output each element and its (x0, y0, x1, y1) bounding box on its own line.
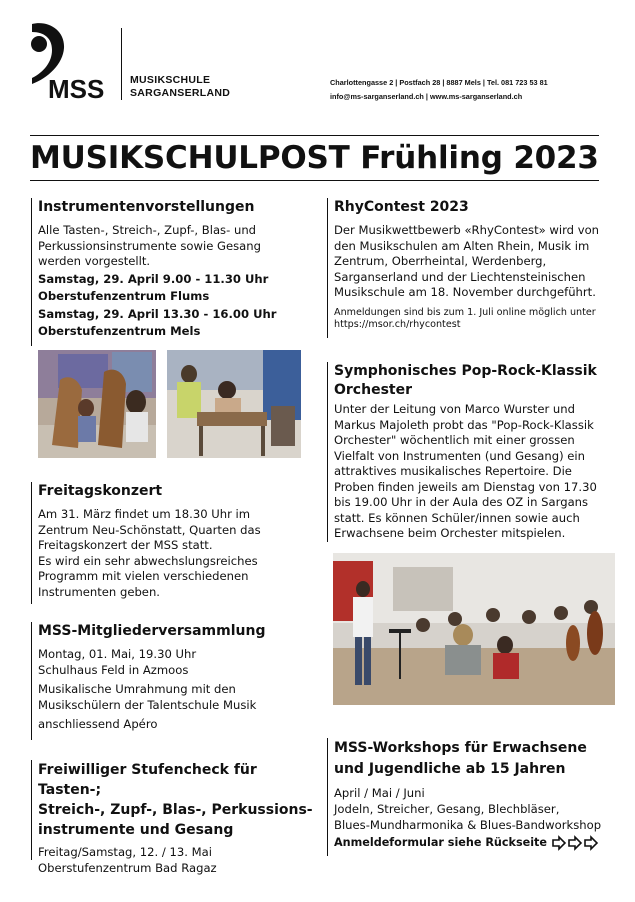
section-heading: Symphonisches Pop-Rock-Klassik Orchester (334, 363, 597, 398)
photo-harp-class (38, 350, 156, 458)
contact-web[interactable]: info@ms-sarganserland.ch | www.ms-sarganserland.ch (330, 92, 523, 101)
title-rule-top (30, 135, 599, 136)
section-instrumente: Instrumentenvorstellungen Alle Tasten-, Streich-, Zupf-, Blas- und Perkussionsinstrumente sowie Gesang werden vorgestellt. Samstag, 29. April 9.00 - 11.30 Uhr Oberstufenzentrum Flums Samstag, 29. April 13.30 - 16.00 Uhr Oberstufenzentrum Mels (31, 198, 316, 346)
page-title: MUSIKSCHULPOST Frühling 2023 (30, 140, 599, 176)
section-heading: MSS-Mitgliederversammlung (38, 623, 266, 639)
rhycontest-link[interactable]: https://msor.ch/rhycontest (334, 318, 461, 330)
event-dates: Samstag, 29. April 9.00 - 11.30 Uhr Oberstufenzentrum Flums Samstag, 29. April 13.30 - 16.00 Uhr Oberstufenzentrum Mels (38, 271, 277, 338)
section-mitgliederversammlung: MSS-Mitgliederversammlung Montag, 01. Mai, 19.30 Uhr Schulhaus Feld in Azmoos Musikalische Umrahmung mit den Musikschülern der Talentschule Musik anschliessend Apéro (31, 622, 316, 740)
section-freitagskonzert: Freitagskonzert Am 31. März findet um 18.30 Uhr im Zentrum Neu-Schönstatt, Quarten das Freitagskonzert der MSS statt. Es wird ein sehr abwechslungsreiches Programm mit vielen verschiedenen Instrumenten geben. (31, 482, 316, 604)
photo-mallet-instruments (167, 350, 301, 458)
section-heading: Instrumentenvorstellungen (38, 199, 255, 215)
logo-divider (121, 28, 122, 100)
mss-logo (30, 22, 125, 102)
logo-text: MSS (48, 74, 105, 102)
section-heading: Freitagskonzert (38, 483, 163, 499)
section-orchester: Symphonisches Pop-Rock-Klassik Orchester Unter der Leitung von Marco Wurster und Markus Majoleth probt das "Pop-Rock-Klassik Orchester" wöchentlich mit einer grossen Vielfalt von Instrumenten (und Gesang) ein attraktives musikalisches Repertoire. Die Proben finden jeweils am Dienstag von 17.30 bis 19.00 Uhr in der Aula des OZ in Sargans statt. Es können Schüler/innen sowie auch Erwachsene beim Orchester mitspielen. (327, 362, 617, 542)
registration-note: Anmeldeformular siehe Rückseite (334, 836, 547, 849)
contact-info (330, 76, 548, 104)
section-stufencheck: Freiwilliger Stufencheck für Tasten-; Streich-, Zupf-, Blas-, Perkussions- instrumente und Gesang Freitag/Samstag, 12. / 13. Mai Oberstufenzentrum Bad Ragaz (31, 760, 316, 860)
section-workshops: MSS-Workshops für Erwachsene und Jugendliche ab 15 Jahren April / Mai / Juni Jodeln, Streicher, Gesang, Blechbläser, Blues-Mundharmonika & Blues-Bandworkshop Anmeldeformular siehe Rückseite (327, 738, 617, 856)
section-heading: Freiwilliger Stufencheck für Tasten-; Streich-, Zupf-, Blas-, Perkussions- instrumente und Gesang (38, 762, 313, 838)
section-heading: RhyContest 2023 (334, 199, 469, 215)
contact-address: Charlottengasse 2 | Postfach 28 | 8887 Mels | Tel. 081 723 53 81 (330, 78, 548, 87)
photo-orchestra (333, 553, 615, 705)
school-name: MUSIKSCHULE SARGANSERLAND (130, 74, 231, 99)
section-rhycontest: RhyContest 2023 Der Musikwettbewerb «RhyContest» wird von den Musikschulen am Alten Rhein, Musik im Zentrum, Oberrheintal, Werdenberg, Sarganserland und der Liechtensteinischen Musikschule am 18. November durchgeführt. Anmeldungen sind bis zum 1. Juli online möglich unter https://msor.ch/rhycontest (327, 198, 617, 338)
section-heading: MSS-Workshops für Erwachsene und Jugendliche ab 15 Jahren (334, 740, 587, 777)
arrow-right-icon (552, 835, 600, 851)
title-rule-bottom (30, 180, 599, 181)
